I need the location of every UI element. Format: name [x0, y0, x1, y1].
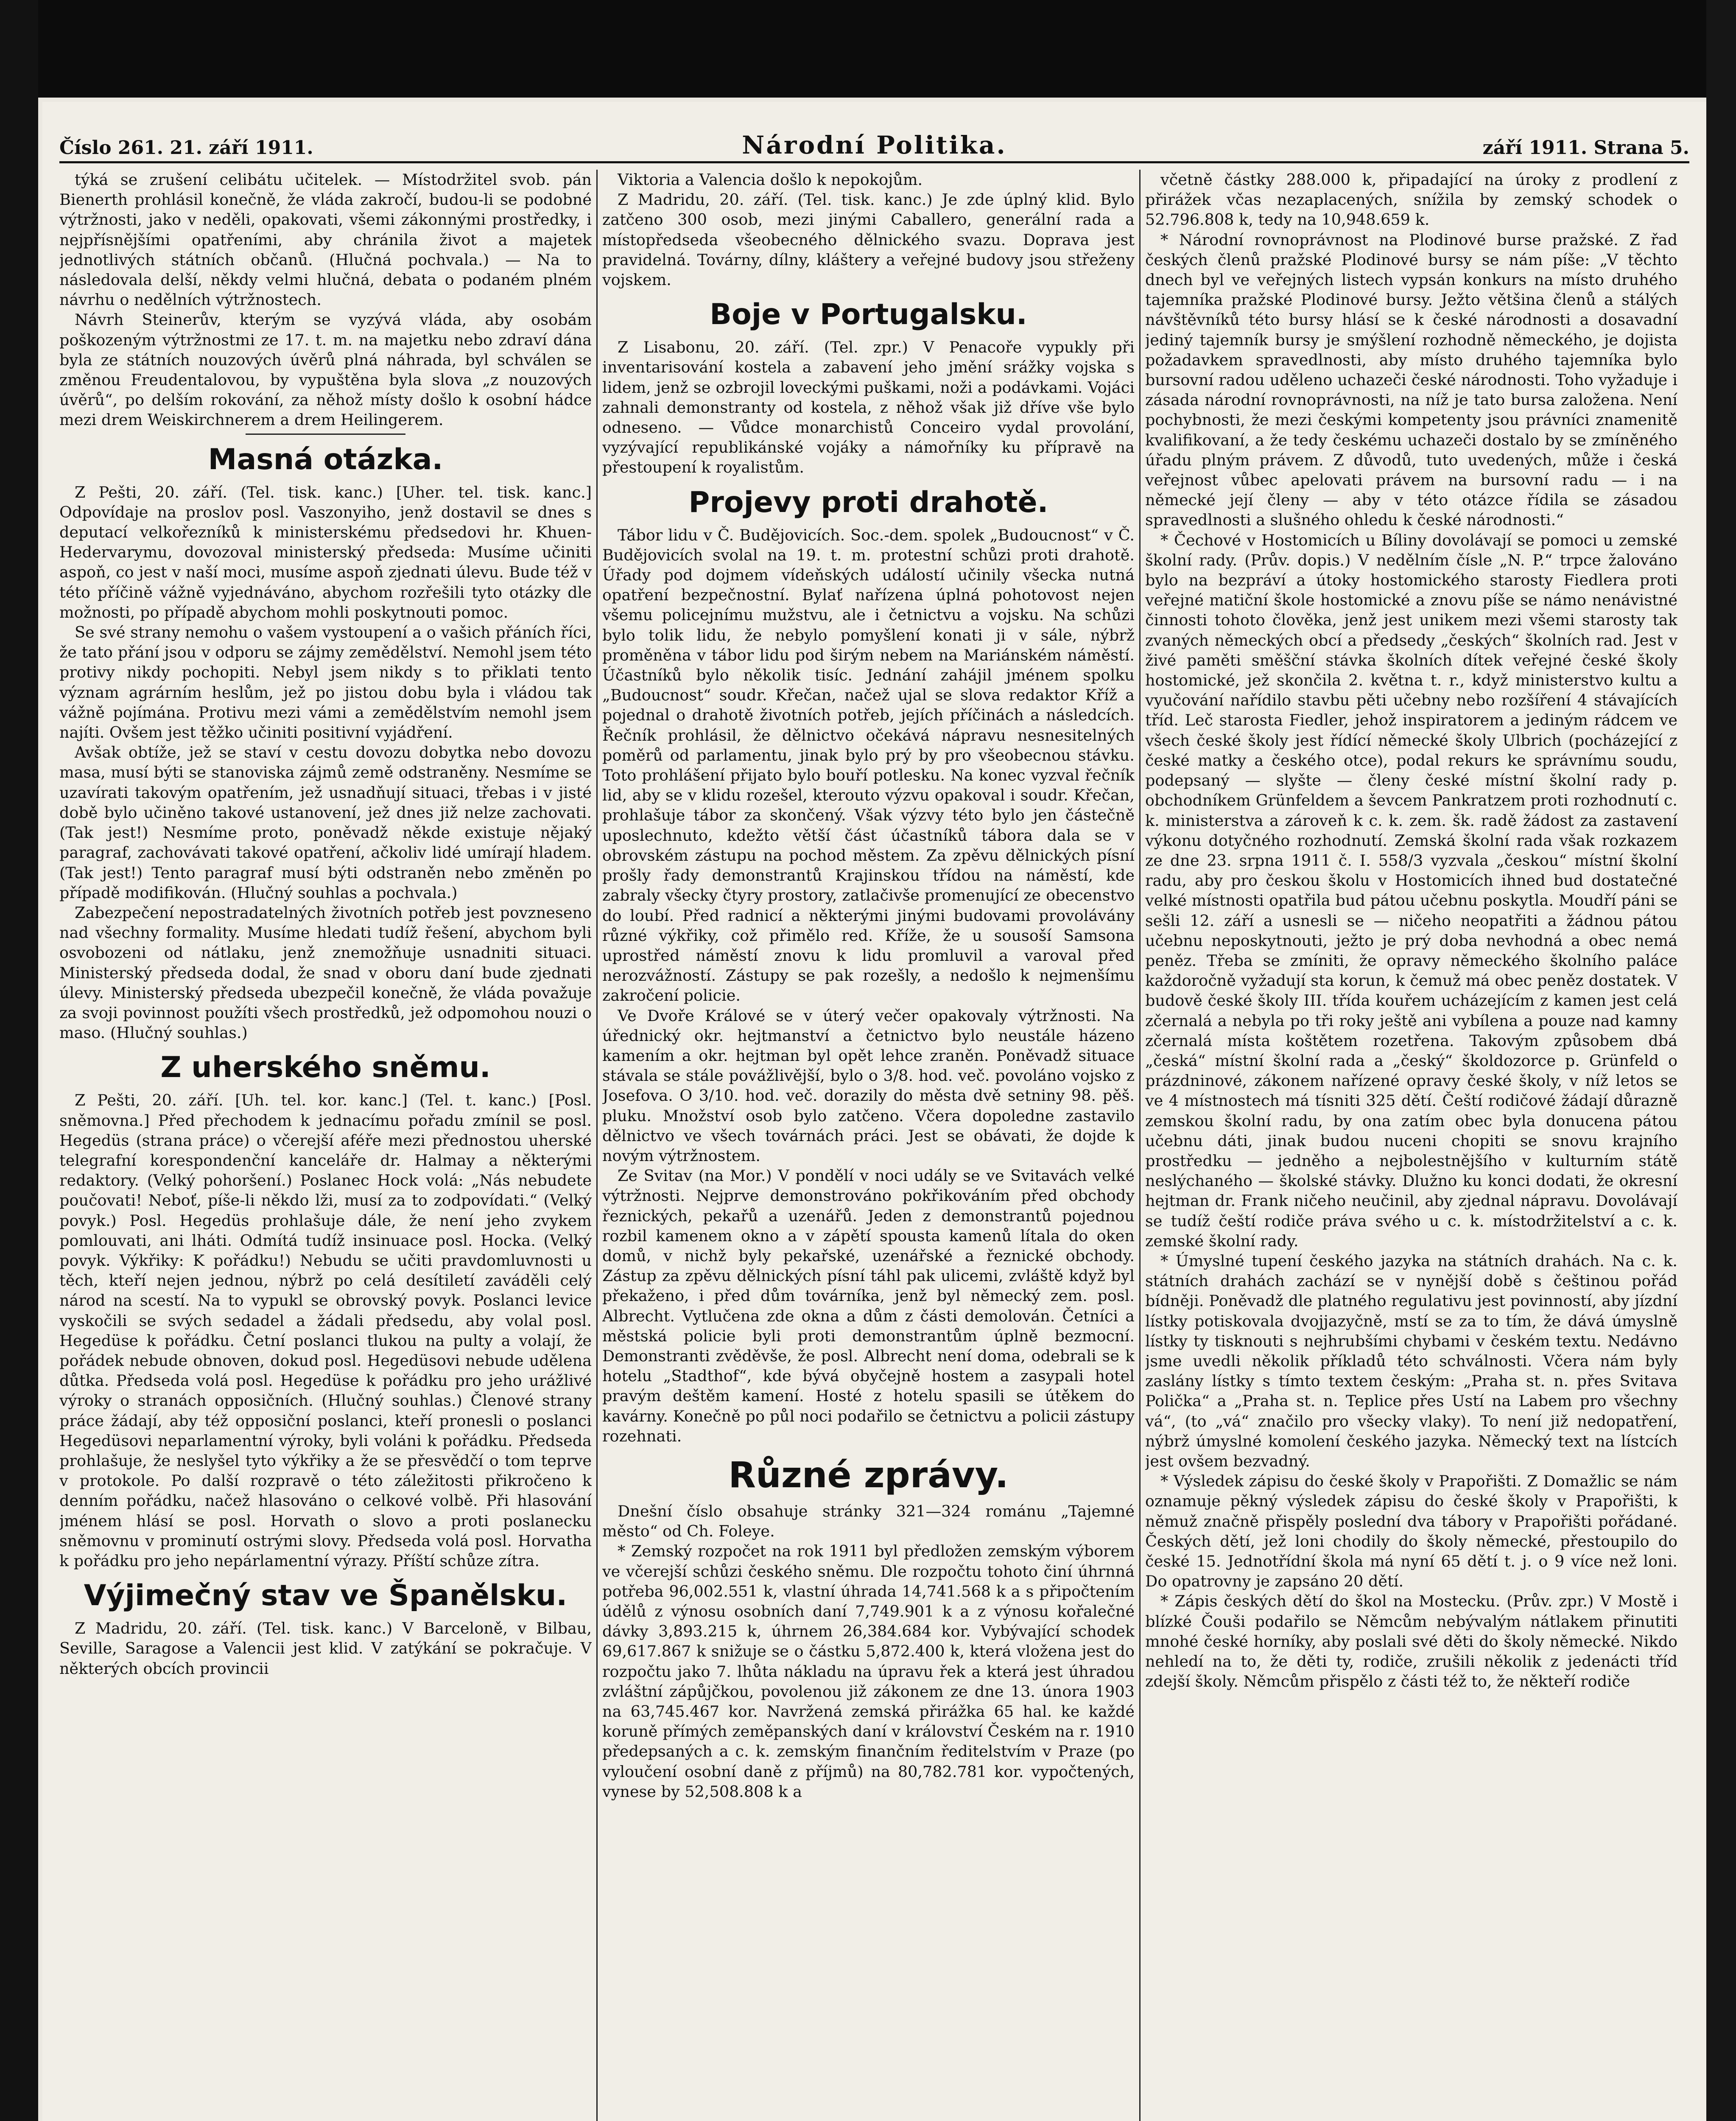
column-2 [602, 170, 1135, 2121]
article-paragraph: Z Pešti, 20. září. [Uh. tel. kor. kanc.] (Tel. t. kanc.) [Posl. sněmovna.] Před přechodem k jednacímu pořadu zmínil se posl. Hegedüs (strana práce) o včerejší aféře mezi přednostou uherské telegrafní korespondenční kanceláře dr. Halmay a některými redaktory. (Velký pohoršení.) Poslanec Hock volá: „Nás nebudete poučovati! Neboť, píše-li někdo lži, musí za to zodpovídati.“ (Velký povyk.) Posl. Hegedüs prohlašuje dále, že není jeho zvykem pomlouvati, ani lháti. Odmítá tudíž insinuace posl. Hocka. (Velký povyk. Výkřiky: K pořádku!) Nebudu se učiti pravdomluvnosti u těch, kteří nejen jednou, nýbrž po celá desítiletí zaváděli celý národ na scestí. Na to vypukl se obrovský povyk. Poslanci levice vyskočili se svých sedadel a žádali předsedu, aby volal posl. Hegedüse k pořádku. Četní poslanci tlukou na pulty a volají, že pořádek nebude obnoven, dokud posl. Hegedüsovi nebude udělena důtka. Předseda volá posl. Hegedüse k pořádku pro jeho urážlivé výroky o stranách opposičních. (Hlučný souhlas.) Členové strany práce žádají, aby též opposiční poslanci, kteří pronesli o poslanci Hegedüsovi neparlamentní výroky, byli voláni k pořádku. Předseda prohlašuje, že neslyšel tyto výkřiky a že se přesvědčí o tom teprve v protokole. Po další rozpravě o této záležitosti přikročeno k denním pořádku, načež hlasováno o celkové volbě. Při hlasování jménem hlásí se posl. Horvath o slovo a proti poslanecku sněmovnu v prominutí ostrými slovy. Předseda volá posl. Horvatha k pořádku pro jeho nepárlamentní výrazy. Příští schůze zítra. [59, 1091, 592, 1570]
article-paragraph: včetně částky 288.000 k, připadající na úroky z prodlení z přirážek včas nezaplacených, snížila by zemský schodek o 52.796.808 k, tedy na 10,948.659 k. [1145, 171, 1677, 229]
article-paragraph: Tábor lidu v Č. Budějovicích. Soc.-dem. spolek „Budoucnost“ v Č. Budějovicích svolal na 19. t. m. protestní schůzi proti drahotě. Úřady pod dojmem vídeňských událostí učinily všecka nutná opatření bezpečnostní. Bylať nařízena úplná pohotovost nejen všemu policejnímu mužstvu, ale i četnictvu a vojsku. Na schůzi bylo tolik lidu, že nebylo pomyšlení konati ji v sále, nýbrž proměněna v tábor lidu pod širým nebem na Mariánském náměstí. Účastníků bylo několik tisíc. Jednání zahájil jménem spolku „Budoucnost“ soudr. Křečan, načež ujal se slova redaktor Kříž a pojednal o drahotě životních potřeb, jejích příčinách a následcích. Řečník prohlásil, že dělnictvo očekává nápravu nesnesitelných poměrů od parlamentu, jinak bylo prý by pro všeobecnou stávku. Toto prohlášení přijato bylo bouří potlesku. Na konec vyzval řečník lid, aby se v klidu rozešel, kterouto výzvu opakoval i soudr. Křečan, prohlašuje tábor za skončený. Však výzvy této bylo jen částečně uposlechnuto, kdežto větší část účastníků tábora dala se v obrovském zástupu na pochod městem. Za zpěvu dělnických písní prošly řady demonstrantů Krajinskou třídou na náměstí, kde zabraly všecky čtyry prostory, zatlačivše promenující ze obecenstvo do loubí. Před radnicí a některými jinými budovami provolávány různé výkřiky, což přimělo red. Kříže, že u sousoší Samsona uprostřed náměstí znovu k lidu promluvil a varoval před nerozvážností. Zástupy se pak rozešly, a nedošlo k nejmenšímu zakročení policie. [602, 526, 1135, 1005]
article-paragraph: Návrh Steinerův, kterým se vyzývá vláda, aby osobám poškozeným výtržnostmi ze 17. t. m. na majetku nebo zdraví dána byla ze státních nouzových úvěrů plná náhrada, byl schválen se změnou Freudentalovou, by vypuštěna byla slova „z nouzových úvěrů“, po delším rokování, za něhož místy došlo k osobní hádce mezi drem Weiskirchnerem a drem Heilingerem. [59, 311, 592, 429]
article-paragraph: Zabezpečení nepostradatelných životních potřeb jest povzneseno nad všechny formality. Musíme hledati tudíž řešení, abychom byli osvobozeni od nátlaku, jenž znemožňuje usnadniti situaci. Ministerský předseda dodal, že snad v oboru daní bude zjednati úlevy. Ministerský předseda ubezpečil konečně, že vláda považuje za svoji povinnost použíti všech prostředků, jež odpomohou nouzi o maso. (Hlučný souhlas.) [59, 903, 592, 1042]
article-paragraph: Viktoria a Valencia došlo k nepokojům. [618, 171, 923, 189]
article-paragraph: Z Pešti, 20. září. (Tel. tisk. kanc.) [Uher. tel. tisk. kanc.] Odpovídaje na proslov posl. Vaszonyiho, jenž dostavil se dnes s deputací velkořezníků k ministerskému předsedovi hr. Khuen-Hedervarymu, dovozoval ministerský předseda: Musíme učiniti aspoň, co jest v naší moci, musíme aspoň zjednati úlevu. Bude též v této příčině vážně vyjednáváno, abychom rozřešili tyto otázky dle možnosti, po případě abychom mohli poskytnouti pomoc. [59, 483, 592, 621]
headline-boje-portugalsko: Boje v Portugalsku. [710, 298, 1027, 332]
article-paragraph: Se své strany nemohu o vašem vystoupení a o vašich přáních říci, že tato přání jsou v odporu se zájmy zemědělství. Nemohl jsem této protivy nikdy pochopiti. Nebyl jsem nikdy s to přiklati tento význam agrárním heslům, jež po jistou dobu byla i vládou tak vážně pojímána. Protivu mezi vámi a zemědělstvím nemohl jsem najíti. Ovšem jest těžko učiniti positivní vyjádření. [59, 623, 592, 742]
article-paragraph: týká se zrušení celibátu učitelek. — Místodržitel svob. pán Bienerth prohlásil konečně, že vláda zakročí, budou-li se podobné výtržnosti, jako v neděli, opakovati, všemi zákonnými prostředky, i nejpřísnějšími opatřeními, aby chránila život a majetek jednotlivých státních občanů. (Hlučná pochvala.) — Na to následovala delší, někdy velmi hlučná, debata o podaném plném návrhu o nedělních výtržnostech. [59, 171, 592, 309]
scan-border-left [0, 0, 38, 2121]
headline-projevy-drahota: Projevy proti drahotě. [688, 485, 1048, 519]
issue-number: Číslo 261. 21. září 1911. [59, 137, 313, 159]
article-paragraph: * Zemský rozpočet na rok 1911 byl předložen zemským výborem ve včerejší schůzi českého sněmu. Dle rozpočtu tohoto činí úhrnná potřeba 96,002.551 k, vlastní úhrada 14,741.568 k a s připočtením údělů z výnosu osobních daní 7,749.901 k a z výnosu kořalečné dávky 3,893.215 k, úhrnem 26,384.684 kor. Vybývající schodek 69,617.867 k snižuje se o částku 5,872.400 k, která vložena jest do rozpočtu jako 7. lhůta nákladu na úpravu řek a která jest úhradou zvláštní zápůjčkou, povolenou již zákonem ze dne 13. února 1903 na 63,745.467 kor. Navržená zemská přirážka 65 hal. ke každé koruně přímých zeměpanských daní v království Českém na r. 1910 předepsaných a c. k. zemským finančním ředitelstvím v Praze (po vyloučení osobní daně z příjmů) na 80,782.781 kor. vypočtených, vynese by 52,508.808 k a [602, 1542, 1135, 1801]
page-number: září 1911. Strana 5. [1482, 137, 1689, 159]
column-1 [59, 170, 592, 2121]
headline-vyjimecny-stav: Výjimečný stav ve Španělsku. [84, 1579, 567, 1613]
column-divider [1139, 170, 1141, 2121]
article-paragraph: * Úmyslné tupení českého jazyka na státních drahách. Na c. k. státních drahách zachází se v nynější době s češtinou pořád bídněji. Poněvadž dle platného regulativu jest povinností, aby jízdní lístky potiskovala dvojjazyčně, mstí se za to tím, že dává úmyslně lístky ty tisknouti s nejhrubšími chybami v českém textu. Nedávno jsme uvedli několik příkladů této schválnosti. Včera nám byly zaslány lístky s tímto textem českým: „Praha st. n. přes Svitava Polička“ a „Praha st. n. Teplice přes Ustí na Labem pro všechny vá“, (to „vá“ značilo pro všecky vlaky). To není již nedopatření, nýbrž úmyslné komolení českého jazyka. Německý text na lístcích jest ovšem bezvadný. [1145, 1251, 1677, 1470]
article-paragraph: Ze Svitav (na Mor.) V pondělí v noci udály se ve Svitavách velké výtržnosti. Nejprve demonstrováno pokřikováním před obchody řeznických, pekařů a uzenářů. Jeden z demonstrantů pojednou rozbil kamenem okno a v zápětí spousta kamenů lítala do oken domů, v nichž byly pekařské, uzenářské a řeznické obchody. Zástup za zpěvu dělnických písní táhl pak ulicemi, zvláště když byl překaženo, i před dům továrníka, jenž byl německý zem. posl. Albrecht. Vytlučena zde okna a dům z části demolován. Četníci a městská policie byli proti demonstrantům úplně bezmocní. Demonstranti zvěděvše, že posl. Albrecht není doma, odebrali se k hotelu „Stadthof“, kde bývá obyčejně hostem a zasypali hotel pravým deštěm kamení. Hosté z hotelu spasili se útěkem do kavárny. Konečně po půl noci podařilo se četnictvu a policii zástupy rozehnati. [602, 1167, 1135, 1445]
article-paragraph: * Zápis českých dětí do škol na Mostecku. (Prův. zpr.) V Mostě i blízké Čouši podařilo se Němcům nebývalým nátlakem přinutiti mnohé české horníky, aby poslali své děti do školy německé. Nikdo nehledí na to, že děti ty, rodiče, zrušili několik z jedenácti tříd zdejší školy. Němcům přispělo z části též to, že někteří rodiče [1145, 1592, 1677, 1691]
scan-border-right [1706, 0, 1736, 2121]
column-3 [1145, 170, 1677, 2121]
headline-ruzne-zpravy: Různé zprávy. [728, 1454, 1009, 1496]
article-paragraph: * Národní rovnoprávnost na Plodinové burse pražské. Z řad českých členů pražské Plodinové bursy se nám píše: „V těchto dnech byl ve veřejných listech vypsán konkurs na místo druhého tajemníka pražské Plodinové bursy. Ježto většina členů a stálých návštěvníků této bursy hlásí se k české národnosti a dosavadní jediný tajemník bursy je smýšlení rozhodně německého, je dojista požadavkem spravedlnosti, aby místo druhého tajemníka bylo bursovní radou uděleno uchazeči české národnosti. Toho vyžaduje i zásada národní rovnoprávnosti, na níž je tato bursa založena. Není pochybnosti, že mezi českými kompetenty jsou právníci znamenitě kvalifikovaní, a že tedy českému uchazeči dostalo by se zmíněného úřadu plným právem. Z důvodů, tuto uvedených, může i česká veřejnost vůbec apelovati právem na bursovní radu — i na německé její členy — aby v této otázce řídila se zásadou spravedlnosti a slušného ohledu k české národnosti.“ [1145, 230, 1677, 529]
headline-masna-otazka: Masná otázka. [208, 442, 443, 476]
article-paragraph: * Výsledek zápisu do české školy v Prapořišti. Z Domažlic se nám oznamuje pěkný výsledek zápisu do české školy v Prapořišti, k němuž značně přispěly poslední dva tábory v Prapořišti pořádané. Českých dětí, jež loni chodily do školy německé, přestoupilo do české 15. Jednotřídní škola má nyní 65 dětí t. j. o 9 více než loni. Do opatrovny je zapsáno 20 dětí. [1145, 1472, 1677, 1591]
columns [59, 170, 1689, 2121]
article-paragraph: Dnešní číslo obsahuje stránky 321—324 románu „Tajemné město“ od Ch. Foleye. [602, 1502, 1135, 1541]
masthead [59, 127, 1689, 163]
column-divider [596, 170, 598, 2121]
paper-sheet [42, 102, 1706, 2121]
article-paragraph: Ve Dvoře Králové se v úterý večer opakovaly výtržnosti. Na úřednický okr. hejtmanství a četnictvo bylo neustále házeno kamením a okr. hejtman byl opět lehce zraněn. Poněvadž situace stávala se stále povážlivější, bylo o 3/8. hod. več. povoláno vojsko z Josefova. O 3/10. hod. več. dorazily do města dvě setniny 98. pěš. pluku. Množství osob bylo zatčeno. Včera dopoledne zastavilo dělnictvo ve všech továrnách práci. Jest se obávati, že dojde k novým výtržnostem. [602, 1006, 1135, 1165]
article-paragraph: Z Lisabonu, 20. září. (Tel. zpr.) V Penacoře vypukly při inventarisování kostela a zabavení jeho jmění srážky vojska s lidem, jenž se ozbrojil loveckými puškami, noži a podávkami. Vojáci zahnali demonstranty od kostela, z něhož však již dříve vše bylo odneseno. — Vůdce monarchistů Conceiro vydal provolání, vyzývající republikánské vojáky a námořníky ku přípravě na přestoupení k royalistům. [602, 338, 1135, 477]
separator [246, 434, 405, 435]
article-paragraph: * Čechové v Hostomicích u Bíliny dovolávají se pomoci u zemské školní rady. (Prův. dopis.) V nedělním čísle „N. P.“ trpce žalováno bylo na bezpráví a útoky hostomického starosty Fiedlera proti veřejné matiční škole hostomické a znovu píše se námo nenávistné činnosti tohoto člověka, jenž jest unikem mezi všemi starosty tak zvaných německých obcí a předsedy „českých“ školních rad. Jest v živé paměti směšční stávka školních dítek veřejné české školy hostomické, jež skončila 2. května t. r., když ministerstvo kultu a vyučování nařídilo stavbu pěti učebny nebo rozšíření 4 stávajících tříd. Leč starosta Fiedler, jehož inspiratorem a jediným rádcem ve všech české školy jest řídící německé školy Ulbrich (pocházející z české matky a českého otce), podal rekurs ke správnímu soudu, podepsaný — slyšte — členy české místní školní rady p. obchodníkem Grünfeldem a ševcem Pankratzem proti rozhodnutí c. k. ministerstva a zároveň k c. k. zem. šk. radě žádost za zastavení výkonu dotyčného rozhodnutí. Zemská školní rada však rozkazem ze dne 23. srpna 1911 č. I. 558/3 vyzvala „českou“ místní školní radu, aby pro českou školu v Hostomicích ihned bud dostatečné velké místnosti opatřila bud pátou učebnu poskytla. Moudří páni se sešli 12. září a usnesli se — ničeho neopatřiti a žádnou pátou učebnu neposkytnouti, ježto je prý doba nevhodná a obec nemá peněz. Třeba se zmíniti, že opravy německého školního paláce každoročně vyžadují sta korun, k čemuž má obec peněz dostatek. V budově české školy III. třída kouřem ucházejícím z kamen jest celá zčernalá a nebyla po tři roky ještě ani vybílena a pouze nad kamny zčernalá místa koštětem rozetřena. Takovým způsobem dbá „česká“ místní školní rada a „český“ školdozorce p. Grünfeld o prázdninové, zákonem nařízené opravy české školy, v níž letos se ve 4 místnostech má tísniti 325 dětí. Čeští rodičové žádají důrazně zemskou školní radu, by ona zatím obec byla donucena pátou učebnu dáti, jinak budou nuceni chopiti se snovu krajního prostředku — jedněho a nejbolestnějšího v kulturním státě neslýchaného — školské stávky. Dlužno ku konci dodati, že okresní hejtman dr. Frank ničeho neučinil, aby zjednal nápravu. Dovolávají se tudíž čeští rodiče práva svého u c. k. místodržitelství a c. k. zemské školní rady. [1145, 531, 1677, 1250]
article-paragraph: Z Madridu, 20. září. (Tel. tisk. kanc.) Je zde úplný klid. Bylo zatčeno 300 osob, mezi jinými Caballero, generální rada a místopředseda všeobecného dělnického svazu. Doprava jest pravidelná. Továrny, dílny, kláštery a veřejné budovy jsou střeženy vojskem. [602, 190, 1135, 289]
article-paragraph: Avšak obtíže, jež se staví v cestu dovozu dobytka nebo dovozu masa, musí býti se stanoviska zájmů země odstraněny. Nesmíme se uzavírati takovým opatřením, jež usnadňují situaci, třebas i v jisté době bylo učiněno takové ustanovení, jež dnes již nelze zachovati. (Tak jest!) Nesmíme proto, poněvadž někde existuje nějaký paragraf, zachovávati takové opatření, ačkoliv lidé umírají hladem. (Tak jest!) Tento paragraf musí býti odstraněn nebo změněn po případě modifikován. (Hlučný souhlas a pochvala.) [59, 743, 592, 902]
article-paragraph: Z Madridu, 20. září. (Tel. tisk. kanc.) V Barceloně, v Bilbau, Seville, Saragose a Valencii jest klid. V zatýkání se pokračuje. V některých obcích provincii [59, 1619, 592, 1678]
headline-uhersky-snem: Z uherského sněmu. [160, 1051, 491, 1085]
newspaper-title: Národní Politika. [742, 131, 1007, 159]
scan-border-top [0, 0, 1736, 98]
